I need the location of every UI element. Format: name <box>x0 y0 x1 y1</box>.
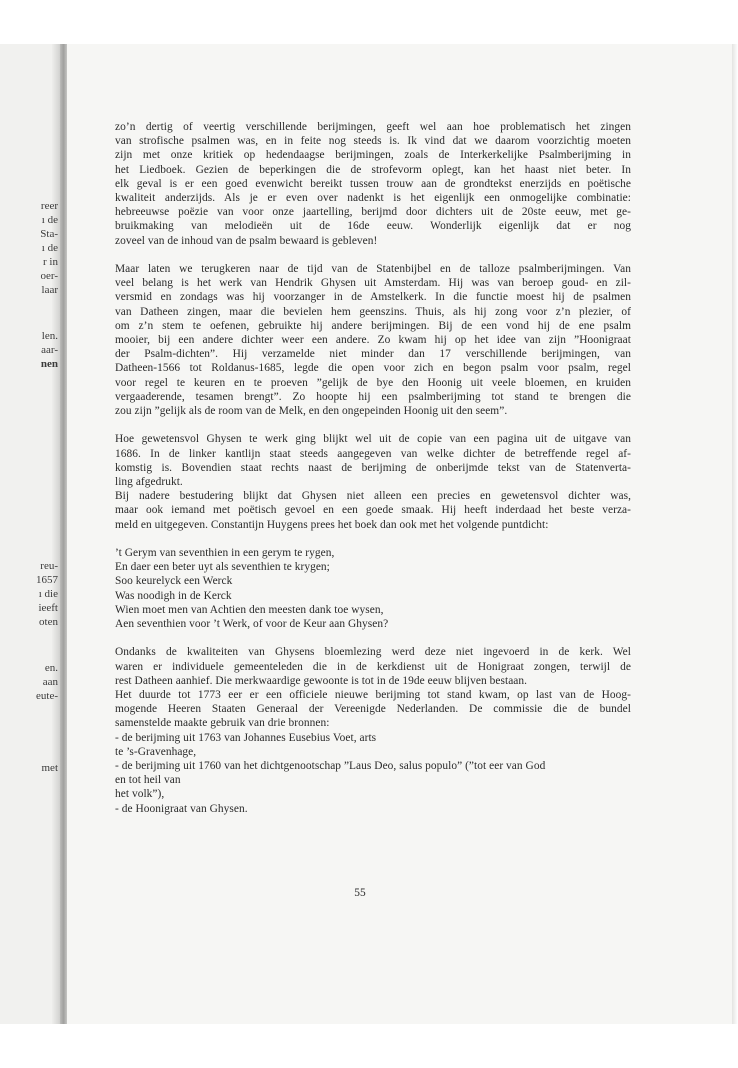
paragraph-intro <box>115 120 631 248</box>
p5-line: waren er individuele gemeenteleden die in de kerkdienst uit de Honigraat zongen, terwijl de <box>115 660 631 673</box>
left-page-fragment: len. <box>41 330 58 342</box>
left-page-fragment: aar- <box>41 344 58 356</box>
left-page-fragment: laar <box>41 284 58 296</box>
scan-margin-bottom <box>0 1024 738 1068</box>
poem-line: En daer een beter uyt als seventhien te krygen; <box>115 561 330 574</box>
p1-line: elk geval is er een goed evenwicht bereikt tussen trouw aan de grondtekst enerzijds en poëtische <box>115 177 631 190</box>
left-page-fragment: met <box>41 762 58 774</box>
p3-line: ling afgedrukt. <box>115 476 183 489</box>
poem-line: Aen seventhien voor ’t Werk, of voor de Keur aan Ghysen? <box>115 618 389 631</box>
p2-line: om z’n stem te oefenen, gebruikte hij andere berijmingen. Bij de een vond hij de ene psalm <box>115 319 631 332</box>
sources-line: - de Hoonigraat van Ghysen. <box>115 802 248 815</box>
p6-line: samenstelde maakte gebruik van drie bronnen: <box>115 717 330 730</box>
sources-line: - de berijming uit 1760 van het dichtgenootschap ”Laus Deo, salus populo” (”tot eer van God <box>115 760 546 773</box>
paragraph-huygens <box>115 489 631 532</box>
book-spine <box>60 44 67 1024</box>
p4-line: Bij nadere bestudering blijkt dat Ghysen niet alleen een precies en gewetensvol dichter was, <box>115 490 631 503</box>
left-page-fragment: 1657 <box>36 574 58 586</box>
right-page-edge <box>732 44 738 1024</box>
p2-line: mooier, bij een andere dichter weer een andere. Zo kwam hij op het idee van zijn ”Hoonigraat <box>115 334 631 347</box>
left-page-fragment: ieeft <box>38 602 58 614</box>
p2-line: der Psalm-dichten”. Hij verzamelde niet minder dan 17 verschillende berijmingen, van <box>115 348 631 361</box>
page-number: 55 <box>354 887 366 899</box>
p1-line: het Liedboek. Gezien de beperkingen die de strofevorm oplegt, kan het haast niet beter. In <box>115 163 631 176</box>
p2-line: versmid en zondags was hij voorzanger in de Amstelkerk. In die functie moest hij de psalmen <box>115 291 631 304</box>
scan-margin-top <box>0 0 738 44</box>
poem-line: Wien moet men van Achtien den meesten dank toe wysen, <box>115 603 384 616</box>
left-page-fragment: reu- <box>40 560 58 572</box>
left-page-fragment: r in <box>43 256 58 268</box>
p5-line: Ondanks de kwaliteiten van Ghysens bloemlezing werd deze niet ingevoerd in de kerk. Wel <box>115 646 631 659</box>
p2-line: Datheen-1566 tot Roldanus-1685, legde die open voor zich en begon psalm voor psalm, regel <box>115 362 631 375</box>
p1-line: kwaliteit anderzijds. Als je er even over nadenkt is het eigenlijk een onmogelijke combinatie: <box>115 192 631 205</box>
p2-line: van Datheen zingen, maar die bevielen hem geenszins. Thuis, als hij zong voor z’n plezier, of <box>115 305 631 318</box>
p1-line: hebreeuwse poëzie van voor onze jaartelling, berijmd door dichters uit de 20ste eeuw, met ge- <box>115 206 631 219</box>
paragraph-1773 <box>115 688 631 731</box>
p3-line: komstig is. Bovendien staat rechts naast de berijming de onberijmde tekst van de Statenverta- <box>115 461 631 474</box>
left-page-fragment: ı die <box>38 588 58 600</box>
left-page-fragment: reer <box>40 200 58 212</box>
p1-line: zijn met onze kritiek op hedendaagse berijmingen, zoals de Interkerkelijke Psalmberijming in <box>115 149 631 162</box>
sources-line: - de berijming uit 1763 van Johannes Eusebius Voet, arts <box>115 731 377 744</box>
poem-line: Soo keurelyck een Werck <box>115 575 233 588</box>
left-page-fragment: oer- <box>40 270 58 282</box>
poem-line: ’t Gerym van seventhien in een gerym te rygen, <box>115 547 335 560</box>
p6-line: Het duurde tot 1773 eer er een officiele nieuwe berijming tot stand kwam, op last van de Hoog- <box>115 689 631 702</box>
left-page-fragment: nen <box>40 358 58 370</box>
paragraph-kerk <box>115 645 631 688</box>
p1-line: zoveel van de inhoud van de psalm bewaard is gebleven! <box>115 234 378 247</box>
left-page-fragment: Sta- <box>40 228 58 240</box>
poem-line: Was noodigh in de Kerck <box>115 589 232 602</box>
left-page-fragment: aan <box>42 676 58 688</box>
page-body-text <box>115 120 631 816</box>
p3-line: Hoe gewetensvol Ghysen te werk ging blijkt wel uit de copie van een pagina uit de uitgave van <box>115 433 631 446</box>
left-page-fragment: ı de <box>41 242 58 254</box>
puntdicht-poem <box>115 546 631 631</box>
p2-line: zou zijn ”gelijk als de room van de Melk, en den ongepeinden Hoonig uit den seem”. <box>115 405 508 418</box>
p5-line: rest Datheen aanhief. Die merkwaardige gewoonte is tot in de 19de eeuw blijven bestaan. <box>115 674 528 687</box>
p4-line: maar ook iemand met poëtisch gevoel en een goede smaak. Hij heeft inderdaad het beste verza- <box>115 504 631 517</box>
left-page-edge <box>0 44 62 1024</box>
left-page-fragment: oten <box>39 616 58 628</box>
p6-line: mogende Heeren Staaten Generaal der Vereenigde Nederlanden. De commissie die de bundel <box>115 703 631 716</box>
sources-list <box>115 731 631 816</box>
sources-line: het volk”), <box>115 788 165 801</box>
p2-line: Maar laten we terugkeren naar de tijd van de Statenbijbel en de talloze psalmberijmingen. Van <box>115 263 631 276</box>
sources-line: te ’s-Gravenhage, <box>115 745 197 758</box>
left-page-fragment: ı de <box>41 214 58 226</box>
paragraph-ghysen <box>115 262 631 418</box>
p4-line: meld en uitgegeven. Constantijn Huygens prees het boek dan ook met het volgende puntdicht: <box>115 518 549 531</box>
p1-line: van strofische psalmen was, en in feite nog steeds is. Ik vind dat we daarom voorzichtig moeten <box>115 135 631 148</box>
p1-line: zo’n dertig of veertig verschillende berijmingen, geeft wel aan hoe problematisch het zingen <box>115 121 631 133</box>
left-page-fragment: eute- <box>36 690 58 702</box>
p3-line: 1686. In de linker kantlijn staat steeds aangegeven van welke dichter de betreffende regel af- <box>115 447 631 460</box>
p2-line: vergaaderende, tesamen brengt”. Zo hoopte hij een psalmberijming tot stand te brengen die <box>115 390 631 403</box>
paragraph-copie <box>115 432 631 489</box>
left-page-fragment: en. <box>44 662 58 674</box>
sources-line: en tot heil van <box>115 774 181 787</box>
p2-line: veel belang is het werk van Hendrik Ghysen uit Amsterdam. Hij was van beroep goud- en zil- <box>115 277 631 290</box>
p2-line: voor regel te keuren en te proeven ”gelijk de bye den Hoonig uit veele bloemen, en kruiden <box>115 376 631 389</box>
p1-line: bruikmaking van melodieën uit de 16de eeuw. Wonderlijk eigenlijk dat er nog <box>115 220 631 233</box>
